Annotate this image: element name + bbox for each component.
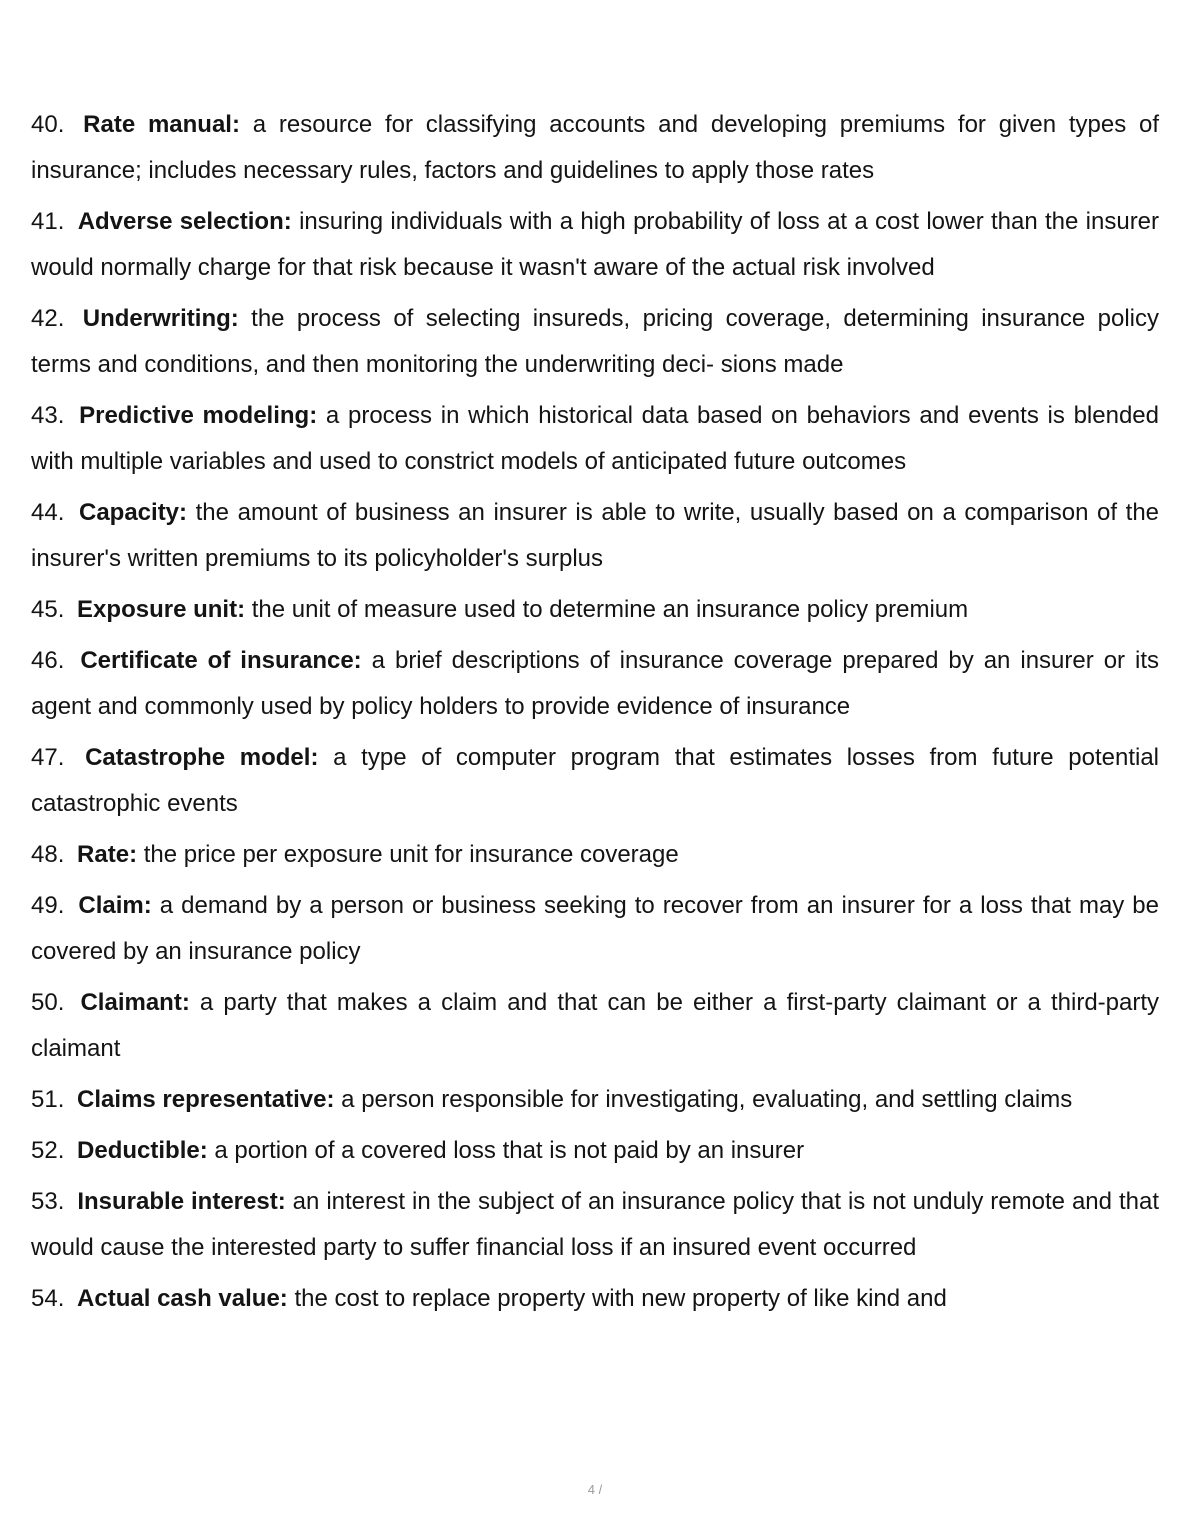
item-number: 43. xyxy=(31,402,65,429)
item-number: 48. xyxy=(31,841,65,868)
item-definition: a brief descriptions of insurance coverage prepared by an insurer or its agent and commonly used by policy holders to provide evidence of insurance xyxy=(31,647,1159,720)
item-definition: a person responsible for investigating, evaluating, and settling claims xyxy=(341,1086,1073,1113)
item-term: Predictive modeling: xyxy=(79,402,318,429)
definition-item-54 xyxy=(31,1276,1159,1322)
item-term: Deductible: xyxy=(77,1137,208,1164)
item-definition: the amount of business an insurer is able to write, usually based on a comparison of the insurer's written premiums to its policyholder's surplus xyxy=(31,499,1160,572)
item-term: Underwriting: xyxy=(82,305,239,332)
item-definition: the process of selecting insureds, pricing coverage, determining insurance policy terms and conditions, and then monitoring the underwriting deci- sions made xyxy=(31,305,1160,378)
item-number: 42. xyxy=(31,305,65,332)
item-term: Claims representative: xyxy=(77,1086,335,1113)
item-number: 41. xyxy=(31,208,65,235)
item-term: Adverse selection: xyxy=(77,208,292,235)
definition-item-41 xyxy=(31,199,1159,291)
item-definition: a demand by a person or business seeking to recover from an insurer for a loss that may be covered by an insurance policy xyxy=(31,892,1160,965)
definition-item-43 xyxy=(31,393,1159,485)
item-number: 54. xyxy=(31,1285,65,1312)
item-definition: the price per exposure unit for insurance coverage xyxy=(143,841,679,868)
definition-item-40 xyxy=(31,102,1159,194)
definition-item-53 xyxy=(31,1179,1159,1271)
item-definition: the unit of measure used to determine an insurance policy premium xyxy=(251,596,969,623)
item-definition: the cost to replace property with new property of like kind and xyxy=(294,1285,947,1312)
definition-item-48 xyxy=(31,832,1159,878)
item-definition: a portion of a covered loss that is not paid by an insurer xyxy=(214,1137,805,1164)
item-term: Catastrophe model: xyxy=(85,744,319,771)
item-term: Claimant: xyxy=(80,989,190,1016)
item-term: Exposure unit: xyxy=(77,596,246,623)
definition-item-47 xyxy=(31,735,1159,827)
page-number-footer: 4 / xyxy=(587,1482,603,1497)
item-number: 44. xyxy=(31,499,65,526)
item-term: Rate manual: xyxy=(83,111,240,138)
item-number: 50. xyxy=(31,989,65,1016)
item-term: Claim: xyxy=(78,892,152,919)
definition-item-51 xyxy=(31,1077,1159,1123)
item-definition: a type of computer program that estimates losses from future potential catastrophic events xyxy=(31,744,1159,817)
item-term: Actual cash value: xyxy=(77,1285,288,1312)
item-number: 45. xyxy=(31,596,65,623)
definition-item-49 xyxy=(31,883,1159,975)
item-term: Capacity: xyxy=(78,499,188,526)
item-number: 40. xyxy=(31,111,65,138)
item-number: 52. xyxy=(31,1137,65,1164)
item-number: 49. xyxy=(31,892,65,919)
definition-item-45 xyxy=(31,587,1159,633)
item-definition: a resource for classifying accounts and developing premiums for given types of insurance; includes necessary rules, factors and guidelines to apply those rates xyxy=(31,111,1160,184)
definition-item-46 xyxy=(31,638,1159,730)
item-term: Insurable interest: xyxy=(77,1188,286,1215)
item-term: Certificate of insurance: xyxy=(80,647,362,674)
item-number: 46. xyxy=(31,647,65,674)
item-term: Rate: xyxy=(77,841,138,868)
item-number: 51. xyxy=(31,1086,65,1113)
item-definition: a process in which historical data based on behaviors and events is blended with multiple variables and used to constrict models of anticipated future outcomes xyxy=(31,402,1159,475)
item-definition: an interest in the subject of an insurance policy that is not unduly remote and that would cause the interested party to suffer financial loss if an insured event occurred xyxy=(31,1188,1159,1261)
item-number: 47. xyxy=(31,744,65,771)
definition-item-50 xyxy=(31,980,1159,1072)
definition-item-52 xyxy=(31,1128,1159,1174)
definition-item-44 xyxy=(31,490,1159,582)
item-definition: a party that makes a claim and that can be either a first-party claimant or a third-party claimant xyxy=(31,989,1160,1062)
definition-item-42 xyxy=(31,296,1159,388)
item-number: 53. xyxy=(31,1188,65,1215)
item-definition: insuring individuals with a high probability of loss at a cost lower than the insurer would normally charge for that risk because it wasn't aware of the actual risk involved xyxy=(31,208,1160,281)
